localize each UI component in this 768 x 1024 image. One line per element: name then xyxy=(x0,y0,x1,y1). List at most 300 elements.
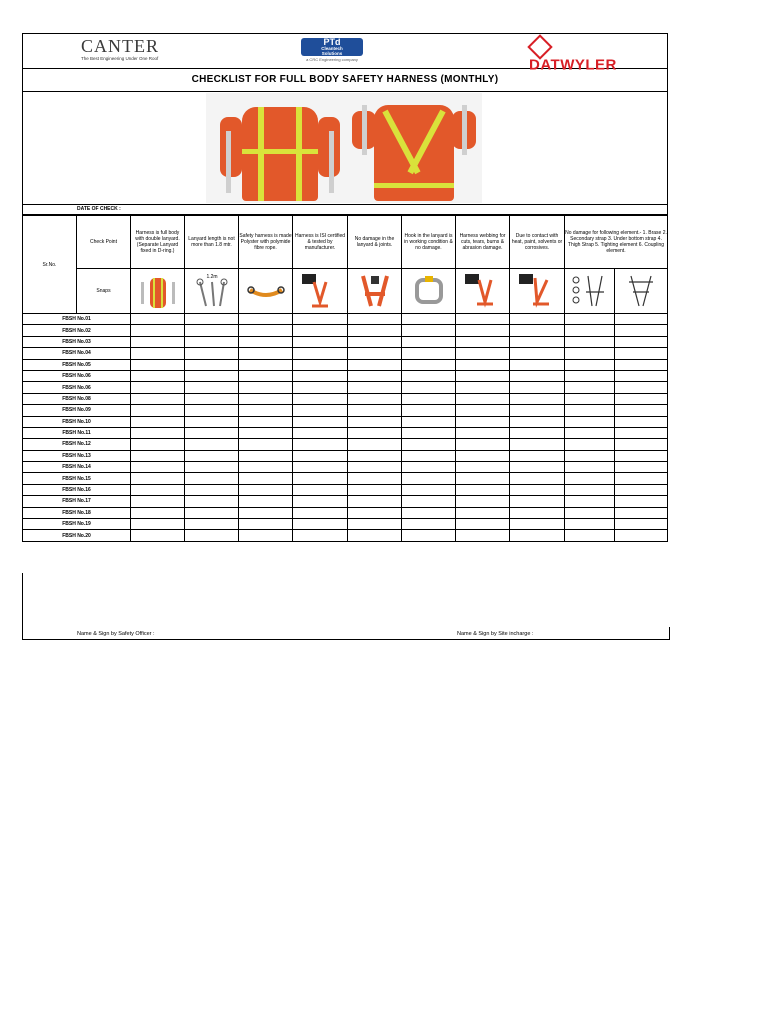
row-label: FBSH No.05 xyxy=(23,359,131,370)
check-cell[interactable] xyxy=(615,336,668,347)
snap-cell-5 xyxy=(348,269,402,314)
check-point-9: No damage for following element.- 1. Brase 2. Secondary strap 3. Under bottom strap 4. Thigh Strap 5. Tighting element 6. Coupling element. xyxy=(565,216,668,269)
check-cell[interactable] xyxy=(293,393,348,404)
check-cell[interactable] xyxy=(402,359,456,370)
snap-cell-2 xyxy=(185,269,239,314)
check-cell[interactable] xyxy=(456,427,510,438)
row-label: FBSH No.09 xyxy=(23,405,131,416)
snaps-row xyxy=(23,269,668,314)
row-label: FBSH No.04 xyxy=(23,348,131,359)
row-label: FBSH No.20 xyxy=(23,530,131,541)
check-cell[interactable] xyxy=(131,405,185,416)
harness-front-figure xyxy=(220,101,340,201)
check-cell[interactable] xyxy=(510,314,565,325)
check-cell[interactable] xyxy=(348,370,402,381)
row-label: FBSH No.16 xyxy=(23,484,131,495)
check-cell[interactable] xyxy=(293,427,348,438)
lanyard-rope-icon xyxy=(246,272,286,310)
ptd-logo xyxy=(295,38,369,64)
check-cell-element-a[interactable] xyxy=(565,393,615,404)
safety-officer-sign-label: Name & Sign by Safety Officer : xyxy=(77,631,155,637)
check-cell[interactable] xyxy=(348,393,402,404)
check-cell[interactable] xyxy=(239,519,293,530)
check-cell-element-a[interactable] xyxy=(565,359,615,370)
check-cell[interactable] xyxy=(185,507,239,518)
table-row xyxy=(23,370,668,381)
check-cell[interactable] xyxy=(456,325,510,336)
check-cell[interactable] xyxy=(131,507,185,518)
table-row xyxy=(23,348,668,359)
check-cell[interactable] xyxy=(456,496,510,507)
check-point-5: No damage in the lanyard & joints. xyxy=(348,216,402,269)
check-cell[interactable] xyxy=(348,325,402,336)
check-cell[interactable] xyxy=(510,496,565,507)
check-cell[interactable] xyxy=(510,416,565,427)
check-cell[interactable] xyxy=(348,484,402,495)
check-cell[interactable] xyxy=(348,519,402,530)
isi-harness-back-icon xyxy=(517,272,557,310)
check-point-header: Check Point xyxy=(77,216,131,269)
check-cell[interactable] xyxy=(348,348,402,359)
check-cell[interactable] xyxy=(615,382,668,393)
check-cell[interactable] xyxy=(185,450,239,461)
check-cell[interactable] xyxy=(293,496,348,507)
check-cell[interactable] xyxy=(402,462,456,473)
check-cell[interactable] xyxy=(348,473,402,484)
canter-logo xyxy=(81,38,181,64)
check-cell[interactable] xyxy=(131,314,185,325)
check-cell[interactable] xyxy=(615,370,668,381)
check-cell[interactable] xyxy=(456,382,510,393)
check-cell[interactable] xyxy=(239,416,293,427)
row-label: FBSH No.14 xyxy=(23,462,131,473)
check-cell[interactable] xyxy=(185,370,239,381)
check-cell[interactable] xyxy=(456,359,510,370)
check-cell[interactable] xyxy=(615,405,668,416)
ptd-logo-sub: a CRC Engineering company xyxy=(306,57,358,62)
check-cell[interactable] xyxy=(131,519,185,530)
check-cell[interactable] xyxy=(239,370,293,381)
date-of-check-row xyxy=(22,204,668,215)
page-title: CHECKLIST FOR FULL BODY SAFETY HARNESS (MONTHLY) xyxy=(22,69,668,92)
check-cell[interactable] xyxy=(402,382,456,393)
check-cell[interactable] xyxy=(348,507,402,518)
check-cell-element-a[interactable] xyxy=(565,348,615,359)
check-cell[interactable] xyxy=(402,370,456,381)
check-cell-element-a[interactable] xyxy=(565,370,615,381)
datwyler-logo-name: DATWYLER xyxy=(529,56,617,74)
checklist-table xyxy=(22,215,668,542)
snap-cell-6 xyxy=(402,269,456,314)
check-cell[interactable] xyxy=(402,416,456,427)
check-cell[interactable] xyxy=(402,473,456,484)
snap-cell-4 xyxy=(293,269,348,314)
check-cell[interactable] xyxy=(239,325,293,336)
check-cell[interactable] xyxy=(239,348,293,359)
check-cell[interactable] xyxy=(185,416,239,427)
table-row xyxy=(23,496,668,507)
check-cell[interactable] xyxy=(131,473,185,484)
check-cell[interactable] xyxy=(615,530,668,541)
check-cell[interactable] xyxy=(456,450,510,461)
check-cell[interactable] xyxy=(456,314,510,325)
check-cell[interactable] xyxy=(348,416,402,427)
check-cell[interactable] xyxy=(185,359,239,370)
check-cell[interactable] xyxy=(185,473,239,484)
check-cell[interactable] xyxy=(185,393,239,404)
site-incharge-sign-label: Name & Sign by Site incharge : xyxy=(457,631,534,637)
check-point-4: Harness is ISI certified & tested by manufacturer. xyxy=(293,216,348,269)
check-cell[interactable] xyxy=(456,370,510,381)
check-cell[interactable] xyxy=(615,496,668,507)
check-cell[interactable] xyxy=(131,496,185,507)
check-cell[interactable] xyxy=(185,314,239,325)
canter-logo-tagline: The Best Engineering Under One Roof xyxy=(81,56,159,61)
table-row xyxy=(23,382,668,393)
row-label: FBSH No.10 xyxy=(23,416,131,427)
check-cell[interactable] xyxy=(293,359,348,370)
logo-header xyxy=(22,33,668,74)
check-cell[interactable] xyxy=(185,427,239,438)
svg-text:1.2m: 1.2m xyxy=(205,274,218,280)
check-cell[interactable] xyxy=(402,348,456,359)
check-cell[interactable] xyxy=(185,530,239,541)
check-cell[interactable] xyxy=(131,325,185,336)
check-cell[interactable] xyxy=(185,462,239,473)
date-of-check-label: DATE OF CHECK : xyxy=(77,206,121,212)
table-row xyxy=(23,416,668,427)
check-cell[interactable] xyxy=(456,439,510,450)
signature-row xyxy=(22,627,670,640)
check-cell-element-a[interactable] xyxy=(565,405,615,416)
check-cell[interactable] xyxy=(510,519,565,530)
check-cell[interactable] xyxy=(293,519,348,530)
check-cell-element-a[interactable] xyxy=(565,325,615,336)
isi-harness-icon xyxy=(300,272,340,310)
check-cell[interactable] xyxy=(615,393,668,404)
check-cell[interactable] xyxy=(293,450,348,461)
ptd-logo-line2: Cleantech xyxy=(321,46,343,51)
row-label: FBSH No.08 xyxy=(23,393,131,404)
row-label: FBSH No.15 xyxy=(23,473,131,484)
check-cell[interactable] xyxy=(456,507,510,518)
check-cell[interactable] xyxy=(185,484,239,495)
check-cell[interactable] xyxy=(239,484,293,495)
check-cell[interactable] xyxy=(293,530,348,541)
check-cell[interactable] xyxy=(615,462,668,473)
check-cell[interactable] xyxy=(510,439,565,450)
check-cell[interactable] xyxy=(185,496,239,507)
harness-diagram-back-icon xyxy=(621,272,661,310)
check-cell-element-a[interactable] xyxy=(565,462,615,473)
check-cell[interactable] xyxy=(239,359,293,370)
check-cell[interactable] xyxy=(510,427,565,438)
check-cell[interactable] xyxy=(456,473,510,484)
srno-header: Sr.No. xyxy=(23,216,77,314)
ptd-logo-box xyxy=(301,38,363,56)
check-cell[interactable] xyxy=(348,405,402,416)
check-cell[interactable] xyxy=(615,473,668,484)
check-cell[interactable] xyxy=(615,359,668,370)
harness-photo xyxy=(206,93,482,203)
check-cell[interactable] xyxy=(239,439,293,450)
check-cell[interactable] xyxy=(402,484,456,495)
check-point-2: Lanyard length is not more than 1.8 mtr. xyxy=(185,216,239,269)
check-cell[interactable] xyxy=(348,496,402,507)
row-label: FBSH No.17 xyxy=(23,496,131,507)
check-cell[interactable] xyxy=(510,348,565,359)
table-row xyxy=(23,439,668,450)
check-cell-element-a[interactable] xyxy=(565,450,615,461)
check-cell[interactable] xyxy=(348,462,402,473)
check-cell-element-a[interactable] xyxy=(565,382,615,393)
check-cell[interactable] xyxy=(131,348,185,359)
check-cell[interactable] xyxy=(510,450,565,461)
check-cell[interactable] xyxy=(456,416,510,427)
check-point-1: Harness is full body with double lanyard.(Separate Lanyard fixed in D-ring.) xyxy=(131,216,185,269)
check-cell[interactable] xyxy=(185,348,239,359)
harness-back-figure xyxy=(352,101,476,201)
check-point-6: Hook in the lanyard is in working condition & no damage. xyxy=(402,216,456,269)
check-cell[interactable] xyxy=(510,530,565,541)
check-cell[interactable] xyxy=(510,393,565,404)
check-cell[interactable] xyxy=(239,530,293,541)
check-cell[interactable] xyxy=(239,507,293,518)
check-cell[interactable] xyxy=(185,336,239,347)
check-cell[interactable] xyxy=(131,370,185,381)
check-cell-element-a[interactable] xyxy=(565,416,615,427)
checklist-sheet xyxy=(22,33,668,542)
check-cell[interactable] xyxy=(348,314,402,325)
check-cell[interactable] xyxy=(456,484,510,495)
check-cell[interactable] xyxy=(239,427,293,438)
check-cell-element-a[interactable] xyxy=(565,507,615,518)
table-row xyxy=(23,519,668,530)
isi-webbing-icon xyxy=(463,272,503,310)
check-cell[interactable] xyxy=(510,370,565,381)
check-cell[interactable] xyxy=(348,359,402,370)
datwyler-logo xyxy=(529,38,639,74)
check-point-3: Safety harness is made Polyster with polymide fibre rope. xyxy=(239,216,293,269)
check-cell[interactable] xyxy=(615,484,668,495)
check-cell[interactable] xyxy=(456,530,510,541)
check-cell[interactable] xyxy=(239,473,293,484)
check-cell-element-a[interactable] xyxy=(565,439,615,450)
check-cell[interactable] xyxy=(293,507,348,518)
table-row xyxy=(23,405,668,416)
harness-person-icon xyxy=(138,272,178,310)
check-cell[interactable] xyxy=(510,405,565,416)
check-cell[interactable] xyxy=(185,405,239,416)
check-point-8: Due to contact with heat, paint, solvents or corrosives. xyxy=(510,216,565,269)
checklist-rows xyxy=(23,314,668,542)
check-cell[interactable] xyxy=(131,450,185,461)
check-cell[interactable] xyxy=(402,427,456,438)
snaps-header: Snaps xyxy=(77,269,131,314)
check-cell[interactable] xyxy=(348,427,402,438)
table-row xyxy=(23,450,668,461)
harness-diagram-icon xyxy=(570,272,610,310)
table-row xyxy=(23,462,668,473)
check-cell[interactable] xyxy=(402,405,456,416)
check-cell[interactable] xyxy=(402,439,456,450)
check-cell[interactable] xyxy=(293,314,348,325)
check-cell[interactable] xyxy=(131,462,185,473)
check-cell[interactable] xyxy=(456,336,510,347)
check-cell[interactable] xyxy=(293,370,348,381)
check-cell[interactable] xyxy=(402,496,456,507)
check-cell[interactable] xyxy=(131,530,185,541)
snap-cell-3 xyxy=(239,269,293,314)
row-label: FBSH No.02 xyxy=(23,325,131,336)
table-row xyxy=(23,484,668,495)
ptd-logo-name: PTd xyxy=(323,37,341,47)
check-cell[interactable] xyxy=(402,314,456,325)
check-point-row xyxy=(23,216,668,269)
check-cell[interactable] xyxy=(348,439,402,450)
row-label: FBSH No.03 xyxy=(23,336,131,347)
check-cell[interactable] xyxy=(348,336,402,347)
snap-cell-1 xyxy=(131,269,185,314)
check-cell[interactable] xyxy=(348,450,402,461)
check-cell[interactable] xyxy=(239,462,293,473)
table-row xyxy=(23,314,668,325)
blank-area xyxy=(22,573,668,627)
check-cell[interactable] xyxy=(239,450,293,461)
check-cell[interactable] xyxy=(456,519,510,530)
check-cell[interactable] xyxy=(293,405,348,416)
row-label: FBSH No.13 xyxy=(23,450,131,461)
check-cell[interactable] xyxy=(510,336,565,347)
check-cell[interactable] xyxy=(402,325,456,336)
row-label: FBSH No.01 xyxy=(23,314,131,325)
check-cell[interactable] xyxy=(131,359,185,370)
table-row xyxy=(23,473,668,484)
hook-icon xyxy=(409,272,449,310)
check-cell[interactable] xyxy=(510,462,565,473)
row-label: FBSH No.18 xyxy=(23,507,131,518)
check-cell[interactable] xyxy=(510,325,565,336)
snap-cell-10 xyxy=(615,269,668,314)
check-cell-element-a[interactable] xyxy=(565,484,615,495)
check-cell[interactable] xyxy=(131,439,185,450)
ptd-logo-line3: Solutions xyxy=(321,50,343,56)
check-cell[interactable] xyxy=(239,314,293,325)
check-cell[interactable] xyxy=(615,519,668,530)
check-cell[interactable] xyxy=(131,484,185,495)
row-label: FBSH No.06 xyxy=(23,370,131,381)
check-cell[interactable] xyxy=(239,336,293,347)
check-cell[interactable] xyxy=(131,382,185,393)
check-cell[interactable] xyxy=(293,462,348,473)
check-cell[interactable] xyxy=(402,530,456,541)
check-cell[interactable] xyxy=(239,393,293,404)
check-cell[interactable] xyxy=(185,519,239,530)
check-cell[interactable] xyxy=(131,427,185,438)
check-cell[interactable] xyxy=(615,427,668,438)
check-cell[interactable] xyxy=(402,450,456,461)
check-cell[interactable] xyxy=(615,439,668,450)
check-cell[interactable] xyxy=(131,416,185,427)
check-cell-element-a[interactable] xyxy=(565,427,615,438)
table-row xyxy=(23,393,668,404)
check-cell[interactable] xyxy=(510,484,565,495)
snap-cell-8 xyxy=(510,269,565,314)
canter-logo-name: CANTER xyxy=(81,36,159,56)
check-cell[interactable] xyxy=(615,450,668,461)
check-cell[interactable] xyxy=(456,462,510,473)
table-row xyxy=(23,359,668,370)
row-label: FBSH No.19 xyxy=(23,519,131,530)
check-cell[interactable] xyxy=(293,439,348,450)
check-cell[interactable] xyxy=(615,314,668,325)
check-cell[interactable] xyxy=(510,382,565,393)
check-cell-element-a[interactable] xyxy=(565,496,615,507)
check-cell[interactable] xyxy=(131,393,185,404)
check-cell[interactable] xyxy=(402,336,456,347)
check-cell[interactable] xyxy=(510,507,565,518)
check-point-7: Harness webbing for cuts, tears, burns & abrasion damage. xyxy=(456,216,510,269)
snap-cell-7 xyxy=(456,269,510,314)
check-cell[interactable] xyxy=(185,382,239,393)
check-cell-element-a[interactable] xyxy=(565,314,615,325)
check-cell[interactable] xyxy=(348,382,402,393)
check-cell-element-a[interactable] xyxy=(565,336,615,347)
check-cell[interactable] xyxy=(615,507,668,518)
check-cell[interactable] xyxy=(456,405,510,416)
check-cell-element-a[interactable] xyxy=(565,530,615,541)
check-cell[interactable] xyxy=(615,348,668,359)
row-label: FBSH No.12 xyxy=(23,439,131,450)
check-cell[interactable] xyxy=(293,348,348,359)
check-cell[interactable] xyxy=(456,348,510,359)
check-cell[interactable] xyxy=(293,473,348,484)
table-row xyxy=(23,325,668,336)
table-row xyxy=(23,507,668,518)
check-cell-element-a[interactable] xyxy=(565,519,615,530)
check-cell[interactable] xyxy=(456,393,510,404)
check-cell[interactable] xyxy=(402,507,456,518)
table-row xyxy=(23,336,668,347)
check-cell[interactable] xyxy=(293,416,348,427)
check-cell[interactable] xyxy=(239,405,293,416)
check-cell[interactable] xyxy=(510,473,565,484)
check-cell[interactable] xyxy=(293,484,348,495)
check-cell[interactable] xyxy=(239,382,293,393)
check-cell[interactable] xyxy=(348,530,402,541)
check-cell[interactable] xyxy=(185,439,239,450)
check-cell[interactable] xyxy=(402,519,456,530)
check-cell[interactable] xyxy=(131,336,185,347)
table-row xyxy=(23,427,668,438)
check-cell[interactable] xyxy=(293,382,348,393)
photo-row xyxy=(22,92,668,204)
check-cell[interactable] xyxy=(293,325,348,336)
check-cell[interactable] xyxy=(615,325,668,336)
check-cell[interactable] xyxy=(402,393,456,404)
check-cell[interactable] xyxy=(185,325,239,336)
check-cell-element-a[interactable] xyxy=(565,473,615,484)
table-row xyxy=(23,530,668,541)
check-cell[interactable] xyxy=(615,416,668,427)
row-label: FBSH No.11 xyxy=(23,427,131,438)
check-cell[interactable] xyxy=(293,336,348,347)
row-label: FBSH No.06 xyxy=(23,382,131,393)
snap-cell-9 xyxy=(565,269,615,314)
check-cell[interactable] xyxy=(510,359,565,370)
check-cell[interactable] xyxy=(239,496,293,507)
harness-joint-icon xyxy=(355,272,395,310)
